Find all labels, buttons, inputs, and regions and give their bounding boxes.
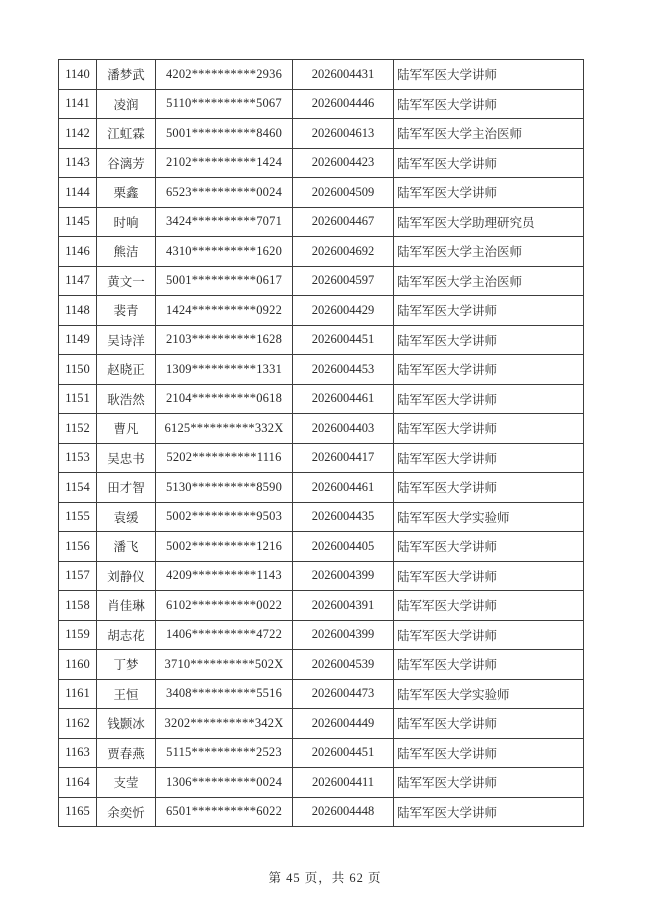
cell-id-number: 5001**********0617	[156, 266, 293, 296]
cell-sequence-number: 1149	[59, 325, 97, 355]
cell-job-title: 陆军军医大学讲师	[394, 89, 584, 119]
cell-sequence-number: 1157	[59, 561, 97, 591]
cell-id-number: 5130**********8590	[156, 473, 293, 503]
cell-sequence-number: 1147	[59, 266, 97, 296]
cell-id-number: 3202**********342X	[156, 709, 293, 739]
cell-exam-code: 2026004391	[293, 591, 394, 621]
cell-id-number: 6125**********332X	[156, 414, 293, 444]
table-row	[59, 119, 584, 149]
table-row	[59, 709, 584, 739]
cell-name: 支莹	[97, 768, 156, 798]
cell-name: 王恒	[97, 679, 156, 709]
cell-sequence-number: 1162	[59, 709, 97, 739]
cell-sequence-number: 1158	[59, 591, 97, 621]
cell-sequence-number: 1153	[59, 443, 97, 473]
cell-sequence-number: 1154	[59, 473, 97, 503]
cell-sequence-number: 1140	[59, 60, 97, 90]
cell-job-title: 陆军军医大学讲师	[394, 325, 584, 355]
cell-name: 裴青	[97, 296, 156, 326]
cell-name: 吴诗洋	[97, 325, 156, 355]
cell-id-number: 4202**********2936	[156, 60, 293, 90]
cell-sequence-number: 1143	[59, 148, 97, 178]
cell-job-title: 陆军军医大学讲师	[394, 709, 584, 739]
cell-id-number: 5002**********1216	[156, 532, 293, 562]
cell-sequence-number: 1151	[59, 384, 97, 414]
table-row	[59, 355, 584, 385]
cell-id-number: 3710**********502X	[156, 650, 293, 680]
cell-id-number: 3408**********5516	[156, 679, 293, 709]
cell-job-title: 陆军军医大学讲师	[394, 591, 584, 621]
cell-job-title: 陆军军医大学讲师	[394, 532, 584, 562]
cell-job-title: 陆军军医大学讲师	[394, 443, 584, 473]
cell-name: 余奕忻	[97, 797, 156, 827]
cell-name: 田才智	[97, 473, 156, 503]
cell-sequence-number: 1163	[59, 738, 97, 768]
cell-name: 贾春燕	[97, 738, 156, 768]
cell-exam-code: 2026004446	[293, 89, 394, 119]
cell-exam-code: 2026004597	[293, 266, 394, 296]
cell-id-number: 4310**********1620	[156, 237, 293, 267]
cell-job-title: 陆军军医大学讲师	[394, 384, 584, 414]
cell-id-number: 2103**********1628	[156, 325, 293, 355]
cell-id-number: 6501**********6022	[156, 797, 293, 827]
cell-name: 熊洁	[97, 237, 156, 267]
cell-exam-code: 2026004461	[293, 473, 394, 503]
table-row	[59, 296, 584, 326]
cell-name: 谷漓芳	[97, 148, 156, 178]
table-row	[59, 620, 584, 650]
cell-job-title: 陆军军医大学讲师	[394, 60, 584, 90]
table-row	[59, 60, 584, 90]
cell-exam-code: 2026004435	[293, 502, 394, 532]
cell-job-title: 陆军军医大学讲师	[394, 414, 584, 444]
cell-exam-code: 2026004473	[293, 679, 394, 709]
cell-job-title: 陆军军医大学讲师	[394, 178, 584, 208]
cell-exam-code: 2026004399	[293, 561, 394, 591]
cell-name: 曹凡	[97, 414, 156, 444]
cell-job-title: 陆军军医大学讲师	[394, 355, 584, 385]
cell-name: 江虹霖	[97, 119, 156, 149]
cell-exam-code: 2026004451	[293, 325, 394, 355]
table-row	[59, 89, 584, 119]
cell-job-title: 陆军军医大学主治医师	[394, 266, 584, 296]
cell-exam-code: 2026004613	[293, 119, 394, 149]
cell-exam-code: 2026004509	[293, 178, 394, 208]
cell-exam-code: 2026004423	[293, 148, 394, 178]
cell-sequence-number: 1159	[59, 620, 97, 650]
cell-exam-code: 2026004692	[293, 237, 394, 267]
cell-id-number: 3424**********7071	[156, 207, 293, 237]
cell-sequence-number: 1148	[59, 296, 97, 326]
table-row	[59, 591, 584, 621]
cell-name: 钱颢冰	[97, 709, 156, 739]
cell-job-title: 陆军军医大学讲师	[394, 148, 584, 178]
table-row	[59, 473, 584, 503]
personnel-roster-table	[58, 59, 584, 827]
cell-id-number: 1309**********1331	[156, 355, 293, 385]
cell-job-title: 陆军军医大学讲师	[394, 650, 584, 680]
cell-name: 耿浩然	[97, 384, 156, 414]
cell-job-title: 陆军军医大学讲师	[394, 768, 584, 798]
table-row	[59, 237, 584, 267]
cell-id-number: 5202**********1116	[156, 443, 293, 473]
table-row	[59, 266, 584, 296]
cell-exam-code: 2026004461	[293, 384, 394, 414]
cell-id-number: 5002**********9503	[156, 502, 293, 532]
cell-job-title: 陆军军医大学讲师	[394, 797, 584, 827]
table-row	[59, 532, 584, 562]
cell-name: 凌润	[97, 89, 156, 119]
cell-id-number: 6102**********0022	[156, 591, 293, 621]
cell-sequence-number: 1145	[59, 207, 97, 237]
cell-sequence-number: 1156	[59, 532, 97, 562]
cell-exam-code: 2026004539	[293, 650, 394, 680]
cell-sequence-number: 1152	[59, 414, 97, 444]
cell-name: 肖佳琳	[97, 591, 156, 621]
table-row	[59, 178, 584, 208]
cell-name: 丁梦	[97, 650, 156, 680]
cell-name: 胡志花	[97, 620, 156, 650]
cell-id-number: 1424**********0922	[156, 296, 293, 326]
cell-exam-code: 2026004417	[293, 443, 394, 473]
cell-exam-code: 2026004449	[293, 709, 394, 739]
cell-sequence-number: 1164	[59, 768, 97, 798]
cell-job-title: 陆军军医大学讲师	[394, 738, 584, 768]
cell-sequence-number: 1160	[59, 650, 97, 680]
cell-id-number: 5115**********2523	[156, 738, 293, 768]
cell-exam-code: 2026004405	[293, 532, 394, 562]
cell-sequence-number: 1150	[59, 355, 97, 385]
cell-sequence-number: 1144	[59, 178, 97, 208]
table-row	[59, 384, 584, 414]
cell-id-number: 2102**********1424	[156, 148, 293, 178]
table-row	[59, 679, 584, 709]
cell-id-number: 4209**********1143	[156, 561, 293, 591]
cell-job-title: 陆军军医大学助理研究员	[394, 207, 584, 237]
table-row	[59, 325, 584, 355]
cell-job-title: 陆军军医大学讲师	[394, 296, 584, 326]
cell-job-title: 陆军军医大学讲师	[394, 620, 584, 650]
cell-id-number: 2104**********0618	[156, 384, 293, 414]
cell-exam-code: 2026004467	[293, 207, 394, 237]
cell-job-title: 陆军军医大学实验师	[394, 502, 584, 532]
table-row	[59, 443, 584, 473]
table-row	[59, 414, 584, 444]
cell-name: 潘梦武	[97, 60, 156, 90]
cell-id-number: 1406**********4722	[156, 620, 293, 650]
table-row	[59, 738, 584, 768]
cell-exam-code: 2026004399	[293, 620, 394, 650]
cell-exam-code: 2026004431	[293, 60, 394, 90]
cell-id-number: 6523**********0024	[156, 178, 293, 208]
table-row	[59, 561, 584, 591]
cell-name: 黄文一	[97, 266, 156, 296]
table-row	[59, 148, 584, 178]
cell-id-number: 5001**********8460	[156, 119, 293, 149]
cell-name: 潘飞	[97, 532, 156, 562]
cell-name: 吴忠书	[97, 443, 156, 473]
cell-exam-code: 2026004453	[293, 355, 394, 385]
cell-name: 栗鑫	[97, 178, 156, 208]
cell-id-number: 5110**********5067	[156, 89, 293, 119]
cell-name: 袁缓	[97, 502, 156, 532]
cell-exam-code: 2026004403	[293, 414, 394, 444]
cell-exam-code: 2026004451	[293, 738, 394, 768]
cell-job-title: 陆军军医大学讲师	[394, 561, 584, 591]
cell-job-title: 陆军军医大学主治医师	[394, 237, 584, 267]
cell-sequence-number: 1165	[59, 797, 97, 827]
cell-sequence-number: 1141	[59, 89, 97, 119]
cell-name: 时响	[97, 207, 156, 237]
cell-sequence-number: 1161	[59, 679, 97, 709]
cell-exam-code: 2026004448	[293, 797, 394, 827]
cell-job-title: 陆军军医大学主治医师	[394, 119, 584, 149]
table-row	[59, 650, 584, 680]
cell-job-title: 陆军军医大学实验师	[394, 679, 584, 709]
cell-id-number: 1306**********0024	[156, 768, 293, 798]
cell-job-title: 陆军军医大学讲师	[394, 473, 584, 503]
table-row	[59, 502, 584, 532]
cell-name: 赵晓正	[97, 355, 156, 385]
cell-name: 刘静仪	[97, 561, 156, 591]
table-row	[59, 207, 584, 237]
cell-sequence-number: 1142	[59, 119, 97, 149]
cell-sequence-number: 1155	[59, 502, 97, 532]
cell-exam-code: 2026004429	[293, 296, 394, 326]
page-number-footer: 第 45 页，共 62 页	[268, 871, 382, 885]
cell-exam-code: 2026004411	[293, 768, 394, 798]
cell-sequence-number: 1146	[59, 237, 97, 267]
table-row	[59, 768, 584, 798]
table-row	[59, 797, 584, 827]
